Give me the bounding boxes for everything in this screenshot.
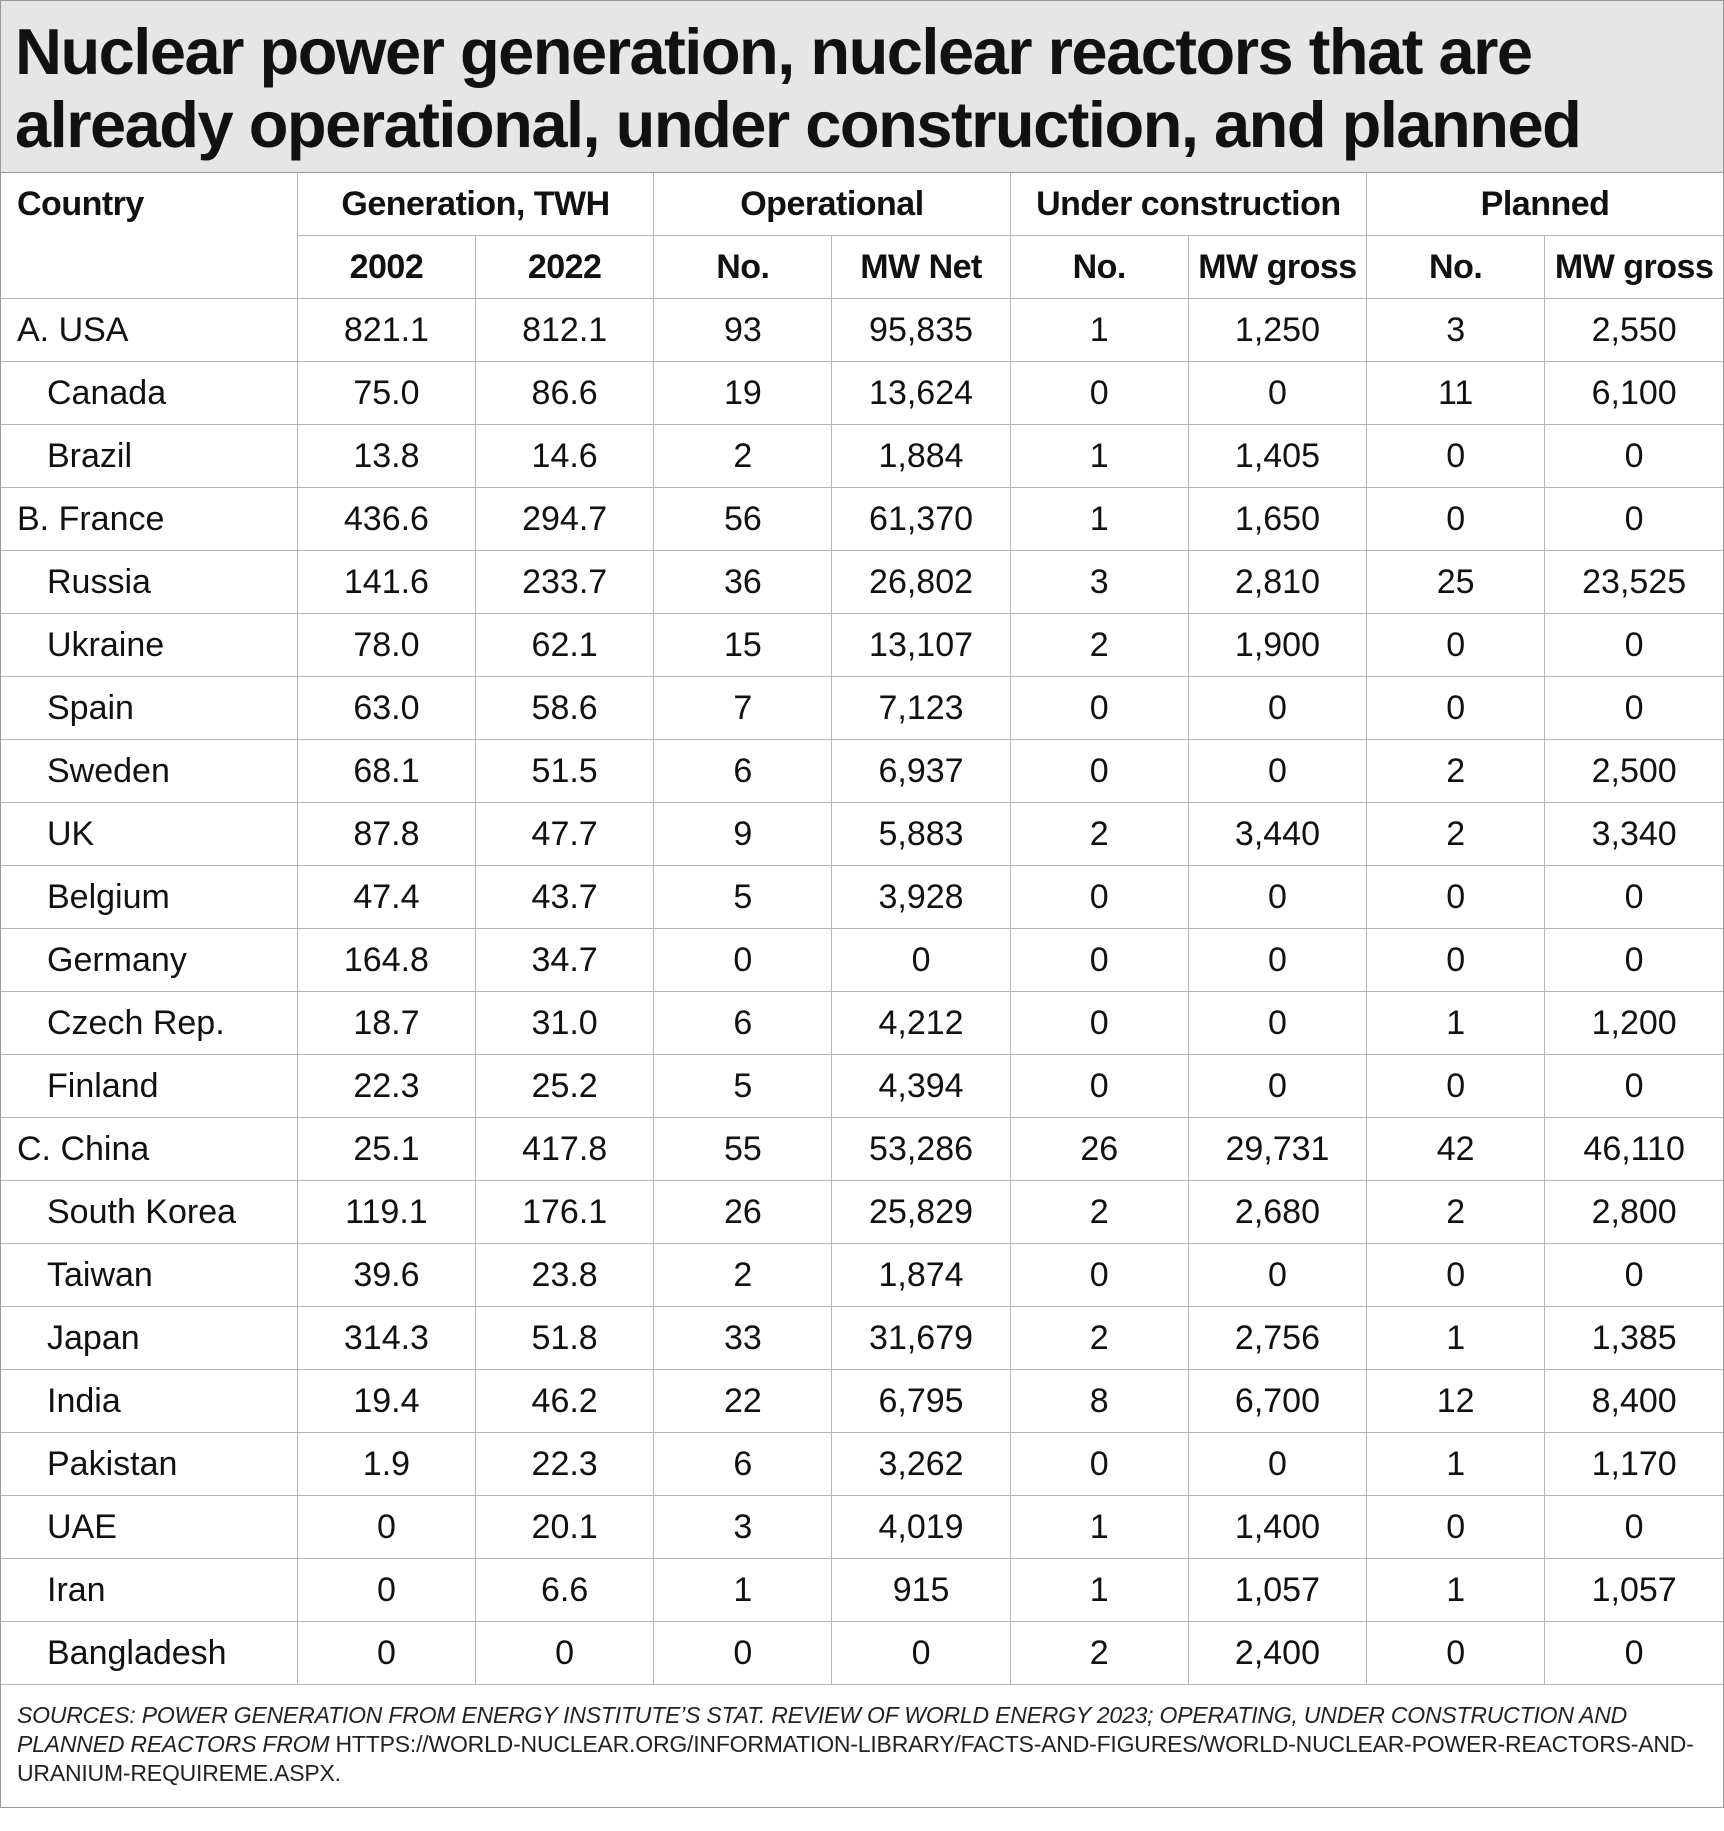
cell-op-mw: 31,679 <box>832 1307 1010 1370</box>
cell-uc-no: 1 <box>1010 1559 1188 1622</box>
cell-op-mw: 5,883 <box>832 803 1010 866</box>
table-row <box>1 1370 1723 1433</box>
cell-uc-no: 8 <box>1010 1370 1188 1433</box>
cell-gen2022: 23.8 <box>476 1244 654 1307</box>
cell-gen2002: 0 <box>297 1622 475 1685</box>
cell-gen2002: 436.6 <box>297 488 475 551</box>
cell-pl-no: 3 <box>1367 299 1545 362</box>
cell-pl-no: 1 <box>1367 1433 1545 1496</box>
cell-uc-mw: 0 <box>1188 929 1366 992</box>
cell-pl-mw: 2,550 <box>1545 299 1723 362</box>
cell-pl-mw: 0 <box>1545 1055 1723 1118</box>
table-row <box>1 551 1723 614</box>
cell-pl-no: 11 <box>1367 362 1545 425</box>
cell-uc-no: 1 <box>1010 488 1188 551</box>
cell-country: Japan <box>1 1307 297 1370</box>
cell-pl-mw: 1,170 <box>1545 1433 1723 1496</box>
cell-pl-no: 0 <box>1367 1496 1545 1559</box>
cell-gen2002: 0 <box>297 1559 475 1622</box>
sources-url: HTTPS://WORLD-NUCLEAR.ORG/INFORMATION-LIBRARY/FACTS-AND-FIGURES/WORLD-NUCLEAR-POWER-REACTORS-AND-URANIUM-REQUIREME.ASPX. <box>17 1731 1694 1786</box>
cell-gen2022: 812.1 <box>476 299 654 362</box>
cell-pl-no: 0 <box>1367 1244 1545 1307</box>
cell-pl-mw: 0 <box>1545 614 1723 677</box>
cell-country: C. China <box>1 1118 297 1181</box>
column-group-under-construction: Under construction <box>1010 173 1366 236</box>
cell-pl-no: 25 <box>1367 551 1545 614</box>
cell-pl-mw: 1,385 <box>1545 1307 1723 1370</box>
cell-uc-mw: 2,756 <box>1188 1307 1366 1370</box>
cell-uc-no: 0 <box>1010 1055 1188 1118</box>
cell-uc-mw: 29,731 <box>1188 1118 1366 1181</box>
cell-op-no: 19 <box>654 362 832 425</box>
cell-op-no: 3 <box>654 1496 832 1559</box>
cell-uc-no: 0 <box>1010 929 1188 992</box>
column-header-pl-no: No. <box>1367 236 1545 299</box>
table-row <box>1 1181 1723 1244</box>
cell-op-no: 2 <box>654 425 832 488</box>
sources-lead: SOURCES: POWER GENERATION FROM ENERGY INSTITUTE’S STAT. REVIEW OF WORLD ENERGY 2023; OPERATING, UNDER CONSTRUCTION AND PLANNED REACTORS FROM <box>17 1702 1628 1757</box>
cell-op-no: 6 <box>654 1433 832 1496</box>
cell-uc-mw: 1,057 <box>1188 1559 1366 1622</box>
cell-gen2022: 51.8 <box>476 1307 654 1370</box>
cell-pl-mw: 0 <box>1545 866 1723 929</box>
column-group-planned: Planned <box>1367 173 1723 236</box>
cell-gen2022: 25.2 <box>476 1055 654 1118</box>
table-row <box>1 425 1723 488</box>
table-row <box>1 488 1723 551</box>
cell-gen2022: 46.2 <box>476 1370 654 1433</box>
cell-gen2002: 39.6 <box>297 1244 475 1307</box>
cell-op-no: 33 <box>654 1307 832 1370</box>
cell-uc-no: 2 <box>1010 1307 1188 1370</box>
cell-pl-no: 0 <box>1367 677 1545 740</box>
cell-gen2022: 233.7 <box>476 551 654 614</box>
table-row <box>1 929 1723 992</box>
cell-op-mw: 3,928 <box>832 866 1010 929</box>
cell-uc-no: 2 <box>1010 614 1188 677</box>
cell-country: Canada <box>1 362 297 425</box>
cell-gen2022: 14.6 <box>476 425 654 488</box>
cell-op-mw: 53,286 <box>832 1118 1010 1181</box>
cell-op-no: 6 <box>654 740 832 803</box>
cell-country: Ukraine <box>1 614 297 677</box>
table-row <box>1 1118 1723 1181</box>
cell-uc-mw: 3,440 <box>1188 803 1366 866</box>
cell-pl-mw: 0 <box>1545 677 1723 740</box>
cell-country: Pakistan <box>1 1433 297 1496</box>
cell-op-no: 36 <box>654 551 832 614</box>
cell-gen2022: 417.8 <box>476 1118 654 1181</box>
cell-gen2022: 294.7 <box>476 488 654 551</box>
column-header-2022: 2022 <box>476 236 654 299</box>
cell-gen2002: 119.1 <box>297 1181 475 1244</box>
column-header-2002: 2002 <box>297 236 475 299</box>
cell-gen2002: 63.0 <box>297 677 475 740</box>
cell-uc-mw: 0 <box>1188 677 1366 740</box>
cell-op-mw: 13,107 <box>832 614 1010 677</box>
cell-uc-no: 0 <box>1010 992 1188 1055</box>
cell-pl-mw: 2,500 <box>1545 740 1723 803</box>
cell-gen2022: 6.6 <box>476 1559 654 1622</box>
cell-uc-no: 0 <box>1010 1433 1188 1496</box>
cell-op-no: 93 <box>654 299 832 362</box>
cell-op-mw: 7,123 <box>832 677 1010 740</box>
cell-op-mw: 4,394 <box>832 1055 1010 1118</box>
cell-op-mw: 6,795 <box>832 1370 1010 1433</box>
cell-pl-no: 0 <box>1367 929 1545 992</box>
cell-uc-mw: 0 <box>1188 866 1366 929</box>
cell-op-mw: 1,874 <box>832 1244 1010 1307</box>
cell-uc-mw: 0 <box>1188 1433 1366 1496</box>
cell-op-mw: 25,829 <box>832 1181 1010 1244</box>
cell-op-mw: 3,262 <box>832 1433 1010 1496</box>
cell-pl-mw: 0 <box>1545 1496 1723 1559</box>
cell-uc-no: 0 <box>1010 1244 1188 1307</box>
cell-pl-mw: 0 <box>1545 425 1723 488</box>
cell-uc-no: 26 <box>1010 1118 1188 1181</box>
column-header-uc-mw: MW gross <box>1188 236 1366 299</box>
cell-pl-mw: 6,100 <box>1545 362 1723 425</box>
cell-country: Sweden <box>1 740 297 803</box>
cell-op-no: 6 <box>654 992 832 1055</box>
cell-gen2002: 1.9 <box>297 1433 475 1496</box>
cell-op-no: 5 <box>654 1055 832 1118</box>
title-line-2: already operational, under construction, and planned <box>15 88 1581 161</box>
cell-gen2002: 18.7 <box>297 992 475 1055</box>
cell-op-no: 26 <box>654 1181 832 1244</box>
cell-pl-mw: 0 <box>1545 488 1723 551</box>
cell-pl-mw: 3,340 <box>1545 803 1723 866</box>
nuclear-table <box>1 173 1723 1685</box>
header-row-sub <box>1 236 1723 299</box>
cell-pl-no: 2 <box>1367 740 1545 803</box>
cell-gen2022: 51.5 <box>476 740 654 803</box>
cell-gen2002: 164.8 <box>297 929 475 992</box>
cell-op-mw: 915 <box>832 1559 1010 1622</box>
cell-pl-mw: 23,525 <box>1545 551 1723 614</box>
column-header-op-mw: MW Net <box>832 236 1010 299</box>
cell-pl-no: 42 <box>1367 1118 1545 1181</box>
cell-uc-no: 0 <box>1010 362 1188 425</box>
cell-pl-no: 0 <box>1367 488 1545 551</box>
cell-pl-mw: 1,057 <box>1545 1559 1723 1622</box>
cell-op-mw: 0 <box>832 929 1010 992</box>
cell-uc-no: 2 <box>1010 1622 1188 1685</box>
table-row <box>1 362 1723 425</box>
cell-gen2022: 43.7 <box>476 866 654 929</box>
cell-op-no: 1 <box>654 1559 832 1622</box>
cell-uc-no: 1 <box>1010 1496 1188 1559</box>
cell-gen2002: 47.4 <box>297 866 475 929</box>
cell-country: UK <box>1 803 297 866</box>
sources-note <box>1 1685 1723 1788</box>
cell-uc-no: 1 <box>1010 299 1188 362</box>
cell-country: Bangladesh <box>1 1622 297 1685</box>
cell-gen2002: 87.8 <box>297 803 475 866</box>
page-title <box>15 15 1711 161</box>
cell-uc-mw: 1,650 <box>1188 488 1366 551</box>
column-header-blank <box>1 236 297 299</box>
cell-gen2002: 78.0 <box>297 614 475 677</box>
table-row <box>1 866 1723 929</box>
cell-op-no: 55 <box>654 1118 832 1181</box>
cell-pl-no: 1 <box>1367 1307 1545 1370</box>
cell-gen2002: 13.8 <box>297 425 475 488</box>
cell-op-mw: 6,937 <box>832 740 1010 803</box>
cell-uc-no: 0 <box>1010 677 1188 740</box>
cell-pl-no: 2 <box>1367 1181 1545 1244</box>
header-row-groups <box>1 173 1723 236</box>
cell-op-no: 5 <box>654 866 832 929</box>
cell-gen2022: 47.7 <box>476 803 654 866</box>
cell-country: Brazil <box>1 425 297 488</box>
cell-uc-mw: 0 <box>1188 740 1366 803</box>
cell-country: Czech Rep. <box>1 992 297 1055</box>
cell-country: Finland <box>1 1055 297 1118</box>
cell-gen2022: 34.7 <box>476 929 654 992</box>
column-group-generation: Generation, TWH <box>297 173 653 236</box>
cell-uc-mw: 0 <box>1188 992 1366 1055</box>
cell-gen2002: 821.1 <box>297 299 475 362</box>
table-row <box>1 299 1723 362</box>
cell-gen2022: 86.6 <box>476 362 654 425</box>
cell-country: A. USA <box>1 299 297 362</box>
cell-country: Taiwan <box>1 1244 297 1307</box>
cell-gen2002: 75.0 <box>297 362 475 425</box>
cell-op-mw: 4,019 <box>832 1496 1010 1559</box>
cell-gen2022: 0 <box>476 1622 654 1685</box>
cell-op-no: 7 <box>654 677 832 740</box>
cell-country: Iran <box>1 1559 297 1622</box>
table-row <box>1 614 1723 677</box>
cell-op-no: 22 <box>654 1370 832 1433</box>
table-row <box>1 1496 1723 1559</box>
table-row <box>1 992 1723 1055</box>
cell-pl-mw: 2,800 <box>1545 1181 1723 1244</box>
cell-pl-mw: 46,110 <box>1545 1118 1723 1181</box>
cell-country: Germany <box>1 929 297 992</box>
cell-pl-no: 0 <box>1367 866 1545 929</box>
cell-uc-mw: 1,900 <box>1188 614 1366 677</box>
cell-uc-mw: 1,250 <box>1188 299 1366 362</box>
cell-gen2022: 22.3 <box>476 1433 654 1496</box>
cell-pl-no: 0 <box>1367 1622 1545 1685</box>
cell-uc-mw: 2,400 <box>1188 1622 1366 1685</box>
table-row <box>1 677 1723 740</box>
cell-op-mw: 13,624 <box>832 362 1010 425</box>
cell-pl-mw: 0 <box>1545 929 1723 992</box>
cell-pl-mw: 8,400 <box>1545 1370 1723 1433</box>
cell-pl-no: 1 <box>1367 1559 1545 1622</box>
table-row <box>1 1307 1723 1370</box>
cell-uc-mw: 6,700 <box>1188 1370 1366 1433</box>
cell-op-mw: 4,212 <box>832 992 1010 1055</box>
cell-op-mw: 61,370 <box>832 488 1010 551</box>
cell-pl-no: 12 <box>1367 1370 1545 1433</box>
cell-gen2002: 19.4 <box>297 1370 475 1433</box>
title-line-1: Nuclear power generation, nuclear reactors that are <box>15 15 1532 88</box>
cell-gen2002: 314.3 <box>297 1307 475 1370</box>
cell-gen2002: 22.3 <box>297 1055 475 1118</box>
cell-uc-mw: 2,810 <box>1188 551 1366 614</box>
cell-pl-no: 1 <box>1367 992 1545 1055</box>
column-header-uc-no: No. <box>1010 236 1188 299</box>
cell-country: Russia <box>1 551 297 614</box>
cell-op-no: 0 <box>654 1622 832 1685</box>
cell-op-no: 9 <box>654 803 832 866</box>
cell-gen2022: 176.1 <box>476 1181 654 1244</box>
cell-pl-no: 2 <box>1367 803 1545 866</box>
cell-uc-no: 2 <box>1010 803 1188 866</box>
table-row <box>1 1559 1723 1622</box>
cell-pl-no: 0 <box>1367 614 1545 677</box>
cell-uc-no: 0 <box>1010 740 1188 803</box>
cell-pl-no: 0 <box>1367 1055 1545 1118</box>
cell-uc-no: 2 <box>1010 1181 1188 1244</box>
cell-op-no: 0 <box>654 929 832 992</box>
cell-pl-mw: 1,200 <box>1545 992 1723 1055</box>
column-header-pl-mw: MW gross <box>1545 236 1723 299</box>
cell-country: B. France <box>1 488 297 551</box>
cell-op-no: 56 <box>654 488 832 551</box>
table-row <box>1 803 1723 866</box>
title-band <box>1 1 1723 173</box>
table-row <box>1 1433 1723 1496</box>
cell-country: Spain <box>1 677 297 740</box>
cell-uc-no: 0 <box>1010 866 1188 929</box>
cell-gen2002: 141.6 <box>297 551 475 614</box>
cell-uc-mw: 0 <box>1188 1244 1366 1307</box>
cell-op-no: 2 <box>654 1244 832 1307</box>
cell-gen2002: 25.1 <box>297 1118 475 1181</box>
cell-op-mw: 1,884 <box>832 425 1010 488</box>
cell-gen2022: 58.6 <box>476 677 654 740</box>
column-group-operational: Operational <box>654 173 1010 236</box>
cell-op-mw: 95,835 <box>832 299 1010 362</box>
cell-uc-no: 3 <box>1010 551 1188 614</box>
cell-op-mw: 0 <box>832 1622 1010 1685</box>
cell-gen2022: 31.0 <box>476 992 654 1055</box>
table-row <box>1 740 1723 803</box>
cell-uc-mw: 0 <box>1188 362 1366 425</box>
cell-country: Belgium <box>1 866 297 929</box>
cell-gen2022: 20.1 <box>476 1496 654 1559</box>
cell-uc-mw: 0 <box>1188 1055 1366 1118</box>
cell-pl-mw: 0 <box>1545 1622 1723 1685</box>
cell-pl-no: 0 <box>1367 425 1545 488</box>
column-header-op-no: No. <box>654 236 832 299</box>
cell-uc-mw: 2,680 <box>1188 1181 1366 1244</box>
cell-uc-mw: 1,405 <box>1188 425 1366 488</box>
cell-op-mw: 26,802 <box>832 551 1010 614</box>
table-row <box>1 1055 1723 1118</box>
cell-country: India <box>1 1370 297 1433</box>
cell-uc-mw: 1,400 <box>1188 1496 1366 1559</box>
table-row <box>1 1244 1723 1307</box>
cell-country: South Korea <box>1 1181 297 1244</box>
cell-op-no: 15 <box>654 614 832 677</box>
table-body <box>1 299 1723 1685</box>
cell-pl-mw: 0 <box>1545 1244 1723 1307</box>
table-row <box>1 1622 1723 1685</box>
cell-gen2002: 68.1 <box>297 740 475 803</box>
cell-country: UAE <box>1 1496 297 1559</box>
cell-gen2022: 62.1 <box>476 614 654 677</box>
cell-uc-no: 1 <box>1010 425 1188 488</box>
column-header-country: Country <box>1 173 297 236</box>
cell-gen2002: 0 <box>297 1496 475 1559</box>
